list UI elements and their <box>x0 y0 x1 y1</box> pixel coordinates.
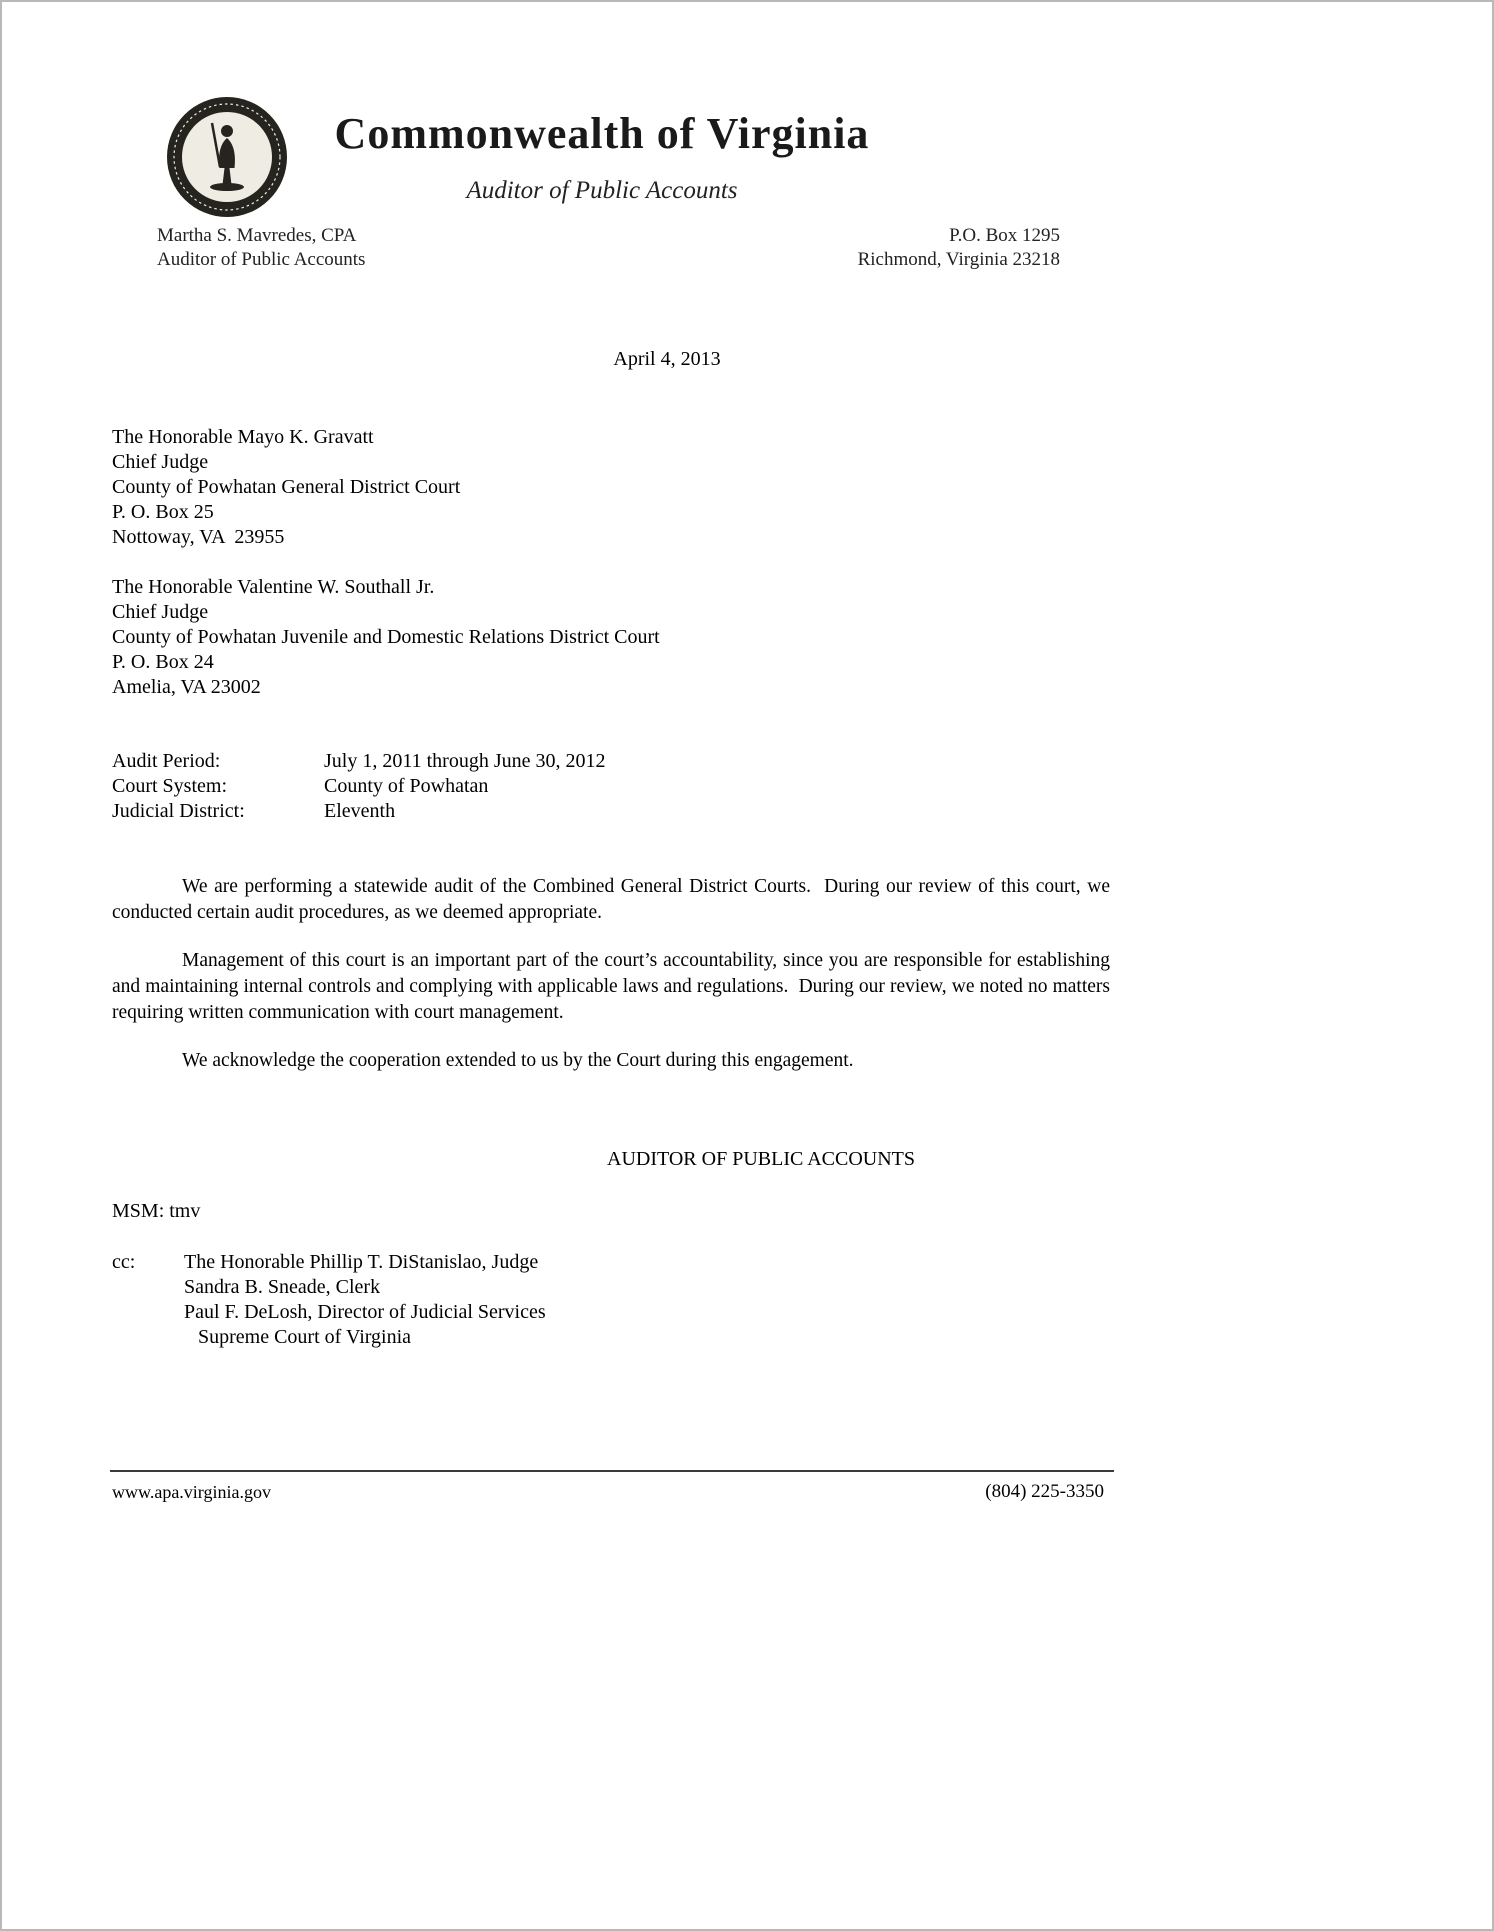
cc-recipient: Paul F. DeLosh, Director of Judicial Services <box>184 1301 546 1323</box>
letterhead-title: Commonwealth of Virginia <box>334 109 870 158</box>
reference-initials: MSM: tmv <box>112 1200 201 1222</box>
body-paragraph: Management of this court is an important part of the court’s accountability, since you are responsible for establishing and maintaining internal controls and complying with applicable laws and regulations. During our review, we noted no matters requiring written communication with court management. <box>112 950 1115 1023</box>
recipient-line: Chief Judge <box>112 451 209 473</box>
footer-phone: (804) 225-3350 <box>985 1481 1104 1502</box>
address-line-1: P.O. Box 1295 <box>949 225 1060 246</box>
audit-info-row <box>112 799 605 824</box>
footer-website: www.apa.virginia.gov <box>112 1482 271 1502</box>
letter-date: April 4, 2013 <box>613 348 721 370</box>
official-title: Auditor of Public Accounts <box>157 249 366 270</box>
cc-recipient: The Honorable Phillip T. DiStanislao, Judge <box>184 1251 539 1273</box>
recipient-line: County of Powhatan General District Court <box>112 476 461 498</box>
cc-recipient: Sandra B. Sneade, Clerk <box>184 1276 381 1298</box>
cc-lines <box>184 1250 546 1350</box>
cc-recipient: Supreme Court of Virginia <box>198 1326 412 1348</box>
official-name: Martha S. Mavredes, CPA <box>157 225 357 246</box>
cc-label: cc: <box>112 1251 136 1273</box>
recipient-block-2 <box>112 575 660 700</box>
recipient-line: The Honorable Valentine W. Southall Jr. <box>112 576 435 598</box>
body-paragraph: We acknowledge the cooperation extended to us by the Court during this engagement. <box>182 1050 854 1071</box>
recipient-line: The Honorable Mayo K. Gravatt <box>112 426 374 448</box>
audit-period-label: Audit Period: <box>112 750 221 772</box>
body-paragraph: We are performing a statewide audit of the Combined General District Courts. During our review of this court, we conducted certain audit procedures, as we deemed appropriate. <box>112 876 1115 923</box>
letterhead-address <box>858 224 1060 272</box>
audit-info <box>112 749 605 824</box>
audit-info-row <box>112 749 605 774</box>
recipient-line: P. O. Box 24 <box>112 651 214 673</box>
audit-period-value: July 1, 2011 through June 30, 2012 <box>324 750 606 772</box>
recipient-block-1 <box>112 425 460 550</box>
court-system-label: Court System: <box>112 775 228 797</box>
signature-block: AUDITOR OF PUBLIC ACCOUNTS <box>607 1148 916 1170</box>
recipient-line: County of Powhatan Juvenile and Domestic Relations District Court <box>112 626 660 648</box>
letterhead <box>302 108 902 205</box>
recipient-line: Chief Judge <box>112 601 209 623</box>
recipient-line: P. O. Box 25 <box>112 501 214 523</box>
letterhead-official <box>157 224 365 272</box>
footer-divider <box>110 1470 1114 1472</box>
judicial-district-label: Judicial District: <box>112 800 245 822</box>
letterhead-subtitle: Auditor of Public Accounts <box>466 177 738 204</box>
cc-block <box>112 1250 546 1350</box>
judicial-district-value: Eleventh <box>324 800 396 822</box>
audit-info-row <box>112 774 605 799</box>
virginia-seal-icon <box>165 95 289 219</box>
court-system-value: County of Powhatan <box>324 775 489 797</box>
recipient-line: Amelia, VA 23002 <box>112 676 261 698</box>
address-line-2: Richmond, Virginia 23218 <box>857 249 1060 270</box>
recipient-line: Nottoway, VA 23955 <box>112 526 285 548</box>
